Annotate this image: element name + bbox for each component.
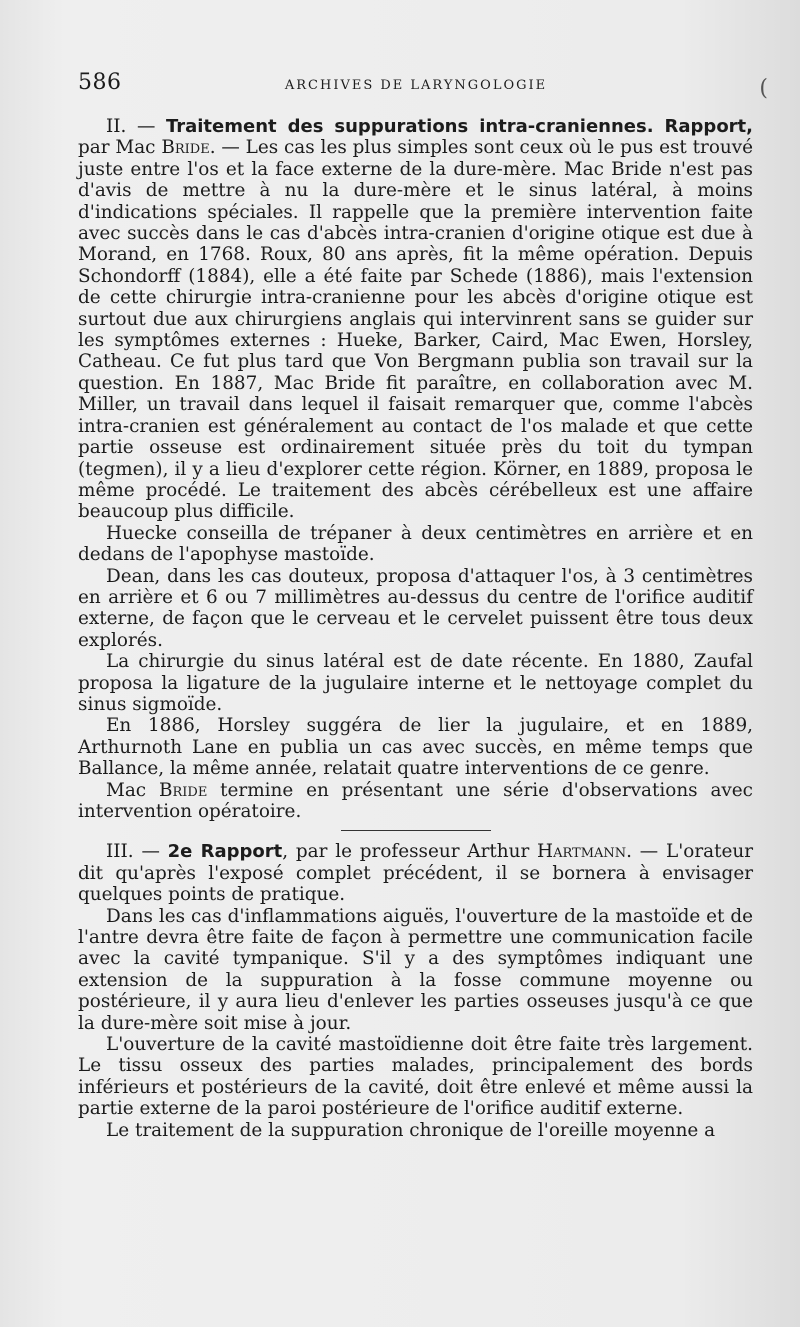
section-3-paragraph-2: Dans les cas d'inflammations aiguës, l'ouverture de la mastoïde et de l'antre devra être faite de façon à permettre une communication facile avec la cavité tympanique. S'il y a des symptômes indiquant une extension de la suppuration à la fosse commune moyenne ou postérieure, il y aura lieu d'enlever les parties osseuses jusqu'à ce que la dure-mère soit mise à jour. [78, 905, 753, 1034]
section-3-by: , par le professeur Arthur [282, 841, 530, 863]
section-3-paragraph-4: Le traitement de la suppuration chronique de l'oreille moyenne a [106, 1119, 716, 1141]
section-2-paragraph-5: En 1886, Horsley suggéra de lier la jugulaire, et en 1889, Arthurnoth Lane en publia un cas avec succès, en même temps que Ballance, la même année, relatait quatre interventions de ce genre. [78, 715, 753, 780]
section-3-author: Hartmann [537, 841, 627, 863]
section-2-paragraph-1 [78, 116, 753, 523]
running-title: ARCHIVES DE LARYNGOLOGIE [284, 78, 548, 93]
section-2-p6-pre: Mac [106, 779, 147, 801]
section-2-p6-author: Bride [158, 779, 208, 801]
page-number: 586 [78, 70, 122, 95]
section-2-by: par Mac [78, 137, 156, 159]
section-2-paragraph-3: Dean, dans les cas douteux, proposa d'attaquer l'os, à 3 centimètres en arrière et 6 ou 7 millimètres au-dessus du centre de l'orifice auditif externe, de façon que le cerveau et le cervelet puissent être tous deux explorés. [78, 565, 753, 651]
section-3-title: 2e Rapport [167, 841, 283, 863]
section-2-author: Bride [161, 137, 210, 159]
section-divider [341, 830, 491, 831]
section-2-paragraph-4: La chirurgie du sinus latéral est de date récente. En 1880, Zaufal proposa la ligature de la jugulaire interne et le nettoyage complet du sinus sigmoïde. [78, 651, 753, 715]
page-header [78, 70, 768, 101]
section-2-numeral: II. [106, 116, 127, 137]
margin-mark: ( [759, 76, 768, 101]
section-2-paragraph-2: Huecke conseilla de trépaner à deux centimètres en arrière et en dedans de l'apophyse mastoïde. [78, 522, 753, 566]
section-3-paragraph-1 [78, 841, 753, 905]
section-2-p6-text: termine en présentant une série d'observations avec intervention opératoire. [78, 779, 753, 822]
section-2-text: . — Les cas les plus simples sont ceux où le pus est trouvé juste entre l'os et la face externe de la dure-mère. Mac Bride n'est pas d'avis de mettre à nu la dure-mère et le sinus latéral, à moins d'indications spéciales. Il rappelle que la première intervention faite avec succès dans le cas d'abcès intra-cranien d'origine otique est due à Morand, en 1768. Roux, 80 ans après, fit la même opération. Depuis Schondorff (1884), elle a été faite par Schede (1886), mais l'extension de cette chirurgie intra-cranienne pour les abcès d'origine otique est surtout due aux chirurgiens anglais qui intervinrent sans se guider sur les symptômes externes : Hueke, Barker, Caird, Mac Ewen, Horsley, Catheau. Ce fut plus tard que Von Bergmann publia son travail sur la question. En 1887, Mac Bride fit paraître, en collaboration avec M. Miller, un travail dans lequel il faisait remarquer que, comme l'abcès intra-cranien est généralement au contact de l'os malade et que cette partie osseuse est ordinairement située près du toit du tympan (tegmen), il y a lieu d'explorer cette région. Körner, en 1889, proposa le même procédé. Le traitement des abcès cérébelleux est une affaire beaucoup plus difficile. [78, 137, 754, 523]
section-3-numeral: III. — [106, 841, 160, 863]
section-2-paragraph-6 [78, 780, 753, 823]
section-3-paragraph-3: L'ouverture de la cavité mastoïdienne doit être faite très largement. Le tissu osseux des parties malades, principalement des bords inférieurs et postérieurs de la cavité, doit être enlevé et même aussi la partie externe de la paroi postérieure de l'orifice auditif externe. [78, 1034, 753, 1120]
article-body [78, 116, 753, 1141]
section-3-text: . — L'orateur dit qu'après l'exposé complet précédent, il se bornera à envisager quelques points de pratique. [78, 841, 753, 906]
section-2-title: Traitement des suppurations intra-craniennes. Rapport, [165, 116, 753, 137]
section-2-dash: — [136, 116, 156, 137]
